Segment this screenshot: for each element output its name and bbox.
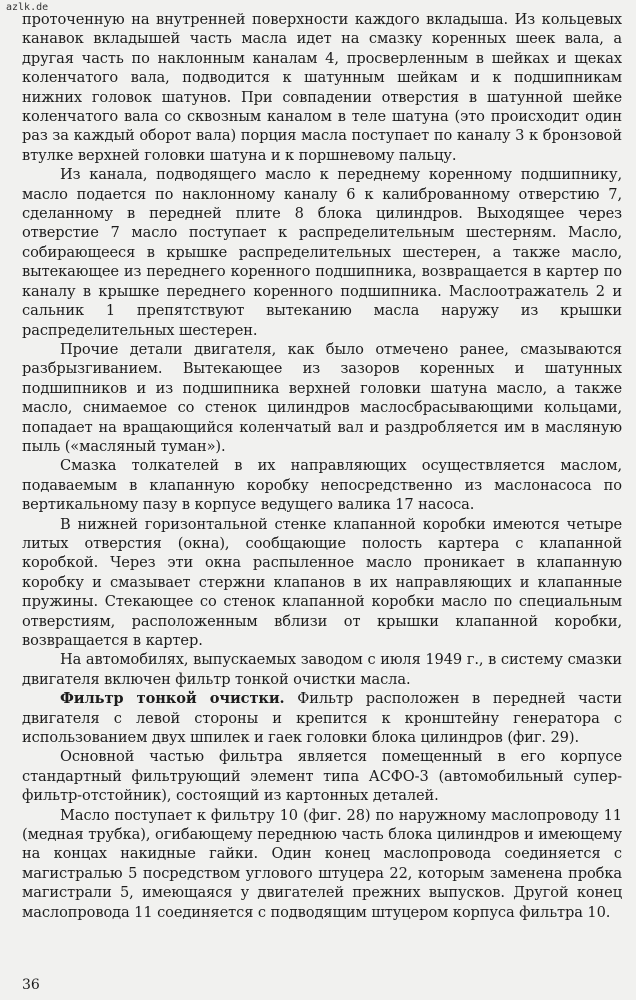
run-in-heading: Фильтр тонкой очистки. — [60, 690, 285, 708]
site-watermark: azlk.de — [6, 2, 49, 13]
page-number: 36 — [22, 977, 40, 993]
page-body — [22, 10, 622, 922]
paragraph: Основной частью фильтра является помещенный в его корпусе стандартный фильтрующий элемент типа АСФО-3 (автомобильный супер-фильтр-отстойник), состоящий из картонных деталей. — [22, 748, 622, 805]
paragraph: Масло поступает к фильтру 10 (фиг. 28) по наружному маслопроводу 11 (медная трубка), огибающему переднюю часть блока цилиндров и имеющему на концах накидные гайки. Один конец маслопровода соединяется с магистралью 5 посредством углового штуцера 22, которым заменена пробка магистрали 5, имеющаяся у двигателей прежних выпусков. Другой конец маслопровода 11 соединяется с подводящим штуцером корпуса фильтра 10. — [22, 806, 622, 921]
paragraph: На автомобилях, выпускаемых заводом с июля 1949 г., в систему смазки двигателя включен фильтр тонкой очистки масла. — [22, 651, 622, 688]
paragraph: проточенную на внутренней поверхности каждого вкладыша. Из кольцевых канавок вкладышей часть масла идет на смазку коренных шеек вала, а другая часть по наклонным каналам 4, просверленным в шейках и щеках коленчатого вала, подводится к шатунным шейкам и к подшипникам нижних головок шатунов. При совпадении отверстия в шатунной шейке коленчатого вала со сквозным каналом в теле шатуна (это происходит один раз за каждый оборот вала) порция масла поступает по каналу 3 к бронзовой втулке верхней головки шатуна и к поршневому пальцу. — [22, 11, 622, 164]
paragraph: В нижней горизонтальной стенке клапанной коробки имеются четыре литых отверстия (окна), сообщающие полость картера с клапанной коробкой. Через эти окна распыленное масло проникает в клапанную коробку и смазывает стержни клапанов в их направляющих и клапанные пружины. Стекающее со стенок клапанной коробки масло по специальным отверстиям, расположенным вблизи от крышки клапанной коробки, возвращается в картер. — [22, 515, 622, 649]
paragraph: Из канала, подводящего масло к переднему коренному подшипнику, масло подается по наклонному каналу 6 к калиброванному отверстию 7, сделанному в передней плите 8 блока цилиндров. Выходящее через отверстие 7 масло поступает к распределительным шестерням. Масло, собирающееся в крышке распределительных шестерен, а также масло, вытекающее из переднего коренного подшипника, возвращается в картер по каналу в крышке переднего коренного подшипника. Маслоотражатель 2 и сальник 1 препятствуют вытеканию масла наружу из крышки распределительных шестерен. — [22, 166, 622, 339]
paragraph: Прочие детали двигателя, как было отмечено ранее, смазываются разбрызгиванием. Вытекающее из зазоров коренных и шатунных подшипников и из подшипника верхней головки шатуна масло, а также масло, снимаемое со стенок цилиндров маслосбрасывающими кольцами, попадает на вращающийся коленчатый вал и раздробляется им в масляную пыль («масляный туман»). — [22, 340, 622, 455]
paragraph: Смазка толкателей в их направляющих осуществляется маслом, подаваемым в клапанную коробку непосредственно из маслонасоса по вертикальному пазу в корпусе ведущего валика 17 насоса. — [22, 457, 622, 514]
paragraph-filter-heading: Фильтр тонкой очистки. Фильтр расположен в передней части двигателя с левой стороны и крепится к кронштейну генератора с использованием двух шпилек и гаек головки блока цилиндров (фиг. 29). — [22, 690, 622, 747]
